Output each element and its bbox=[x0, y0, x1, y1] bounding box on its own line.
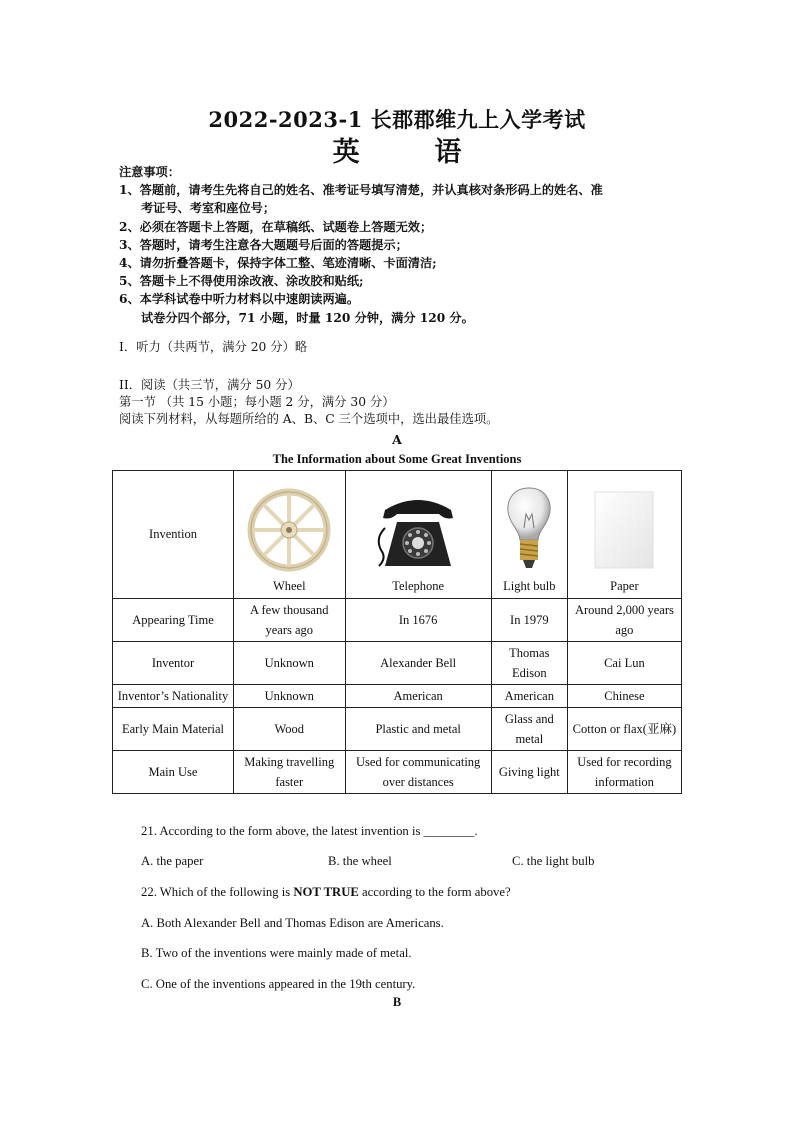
table-cell: Making travelling faster bbox=[234, 751, 346, 794]
note-item: 试卷分四个部分，71 小题，时量 120 分钟，满分 120 分。 bbox=[141, 310, 474, 325]
row-label: Appearing Time bbox=[113, 599, 234, 642]
table-cell: Plastic and metal bbox=[345, 708, 491, 751]
table-row bbox=[113, 751, 682, 794]
table-row bbox=[113, 599, 682, 642]
notes-heading: 注意事项： bbox=[119, 165, 180, 179]
exam-notes bbox=[119, 163, 689, 327]
part2-subheading: 第一节 （共 15 小题；每小题 2 分，满分 30 分） bbox=[119, 395, 395, 409]
question-22-option-c: C. One of the inventions appeared in the 19th century. bbox=[141, 977, 416, 991]
table-row bbox=[113, 708, 682, 751]
table-cell: In 1979 bbox=[491, 599, 567, 642]
note-item: 5、答题卡上不得使用涂改液、涂改胶和贴纸; bbox=[119, 274, 364, 289]
part2-instructions: 阅读下列材料，从每题所给的 A、B、C 三个选项中，选出最佳选项。 bbox=[119, 412, 499, 426]
exam-title: 2022-2023-1 长郡郡维九上入学考试 bbox=[208, 107, 586, 132]
table-cell: American bbox=[345, 685, 491, 708]
row-label: Inventor bbox=[113, 642, 234, 685]
table-cell: American bbox=[491, 685, 567, 708]
table-cell: Glass and metal bbox=[491, 708, 567, 751]
passage-b-label: B bbox=[392, 995, 402, 1009]
telephone-icon bbox=[373, 488, 463, 572]
table-cell: Cotton or flax(亚麻) bbox=[567, 708, 681, 751]
row-label: Main Use bbox=[113, 751, 234, 794]
table-header-cell: Invention bbox=[113, 471, 234, 599]
note-item: 4、请勿折叠答题卡，保持字体工整、笔迹清晰、卡面清洁; bbox=[119, 256, 437, 271]
note-item: 1、答题前，请考生先将自己的姓名、准考证号填写清楚，并认真核对条形码上的姓名、准 bbox=[119, 183, 603, 198]
table-row bbox=[113, 685, 682, 708]
subject-char-2: 语 bbox=[434, 137, 462, 168]
part1-heading: I．听力（共两节，满分 20 分）略 bbox=[119, 340, 308, 354]
question-21-option-b: B. the wheel bbox=[328, 854, 392, 868]
passage-a-label: A bbox=[392, 432, 402, 447]
table-cell: In 1676 bbox=[345, 599, 491, 642]
invention-name: Telephone bbox=[392, 579, 445, 593]
invention-name: Paper bbox=[610, 579, 639, 593]
light-bulb-icon bbox=[499, 484, 559, 572]
question-22-stem-pre: 22. Which of the following is bbox=[141, 885, 294, 899]
question-22-option-b: B. Two of the inventions were mainly made of metal. bbox=[141, 946, 412, 960]
table-row bbox=[113, 642, 682, 685]
part2-heading: II．阅读（共三节，满分 50 分） bbox=[119, 378, 300, 392]
table-cell: Used for recording information bbox=[567, 751, 681, 794]
note-item: 3、答题时，请考生注意各大题题号后面的答题提示； bbox=[119, 237, 408, 252]
question-21-option-c: C. the light bulb bbox=[512, 854, 595, 868]
table-cell-paper bbox=[567, 471, 681, 599]
question-22-option-a: A. Both Alexander Bell and Thomas Edison are Americans. bbox=[141, 916, 444, 930]
table-cell: Around 2,000 years ago bbox=[567, 599, 681, 642]
table-cell: Thomas Edison bbox=[491, 642, 567, 685]
table-caption: The Information about Some Great Inventions bbox=[272, 452, 522, 466]
table-cell-wheel bbox=[234, 471, 346, 599]
table-cell-telephone bbox=[345, 471, 491, 599]
wheel-icon bbox=[247, 488, 331, 572]
question-21-stem: 21. According to the form above, the latest invention is ________. bbox=[141, 824, 478, 838]
row-label: Inventor’s Nationality bbox=[113, 685, 234, 708]
invention-name: Wheel bbox=[272, 579, 306, 593]
table-cell: Unknown bbox=[234, 642, 346, 685]
row-label: Early Main Material bbox=[113, 708, 234, 751]
table-cell: Wood bbox=[234, 708, 346, 751]
table-cell: A few thousand years ago bbox=[234, 599, 346, 642]
paper-icon bbox=[591, 488, 657, 572]
table-cell: Unknown bbox=[234, 685, 346, 708]
table-cell: Chinese bbox=[567, 685, 681, 708]
inventions-table bbox=[112, 470, 682, 794]
question-22-stem bbox=[141, 885, 511, 900]
question-21-option-a: A. the paper bbox=[141, 854, 204, 868]
table-cell: Alexander Bell bbox=[345, 642, 491, 685]
table-cell: Used for communicating over distances bbox=[345, 751, 491, 794]
invention-name: Light bulb bbox=[503, 579, 556, 593]
table-cell-light-bulb bbox=[491, 471, 567, 599]
note-item: 6、本学科试卷中听力材料以中速朗读两遍。 bbox=[119, 292, 360, 307]
table-row bbox=[113, 471, 682, 599]
question-22-stem-post: according to the form above? bbox=[358, 885, 511, 899]
question-22-stem-emphasis: NOT TRUE bbox=[293, 885, 359, 899]
subject-char-1: 英 bbox=[332, 137, 360, 168]
table-cell: Giving light bbox=[491, 751, 567, 794]
note-item: 考证号、考室和座位号； bbox=[141, 201, 276, 216]
table-cell: Cai Lun bbox=[567, 642, 681, 685]
note-item: 2、必须在答题卡上答题，在草稿纸、试题卷上答题无效； bbox=[119, 219, 433, 234]
